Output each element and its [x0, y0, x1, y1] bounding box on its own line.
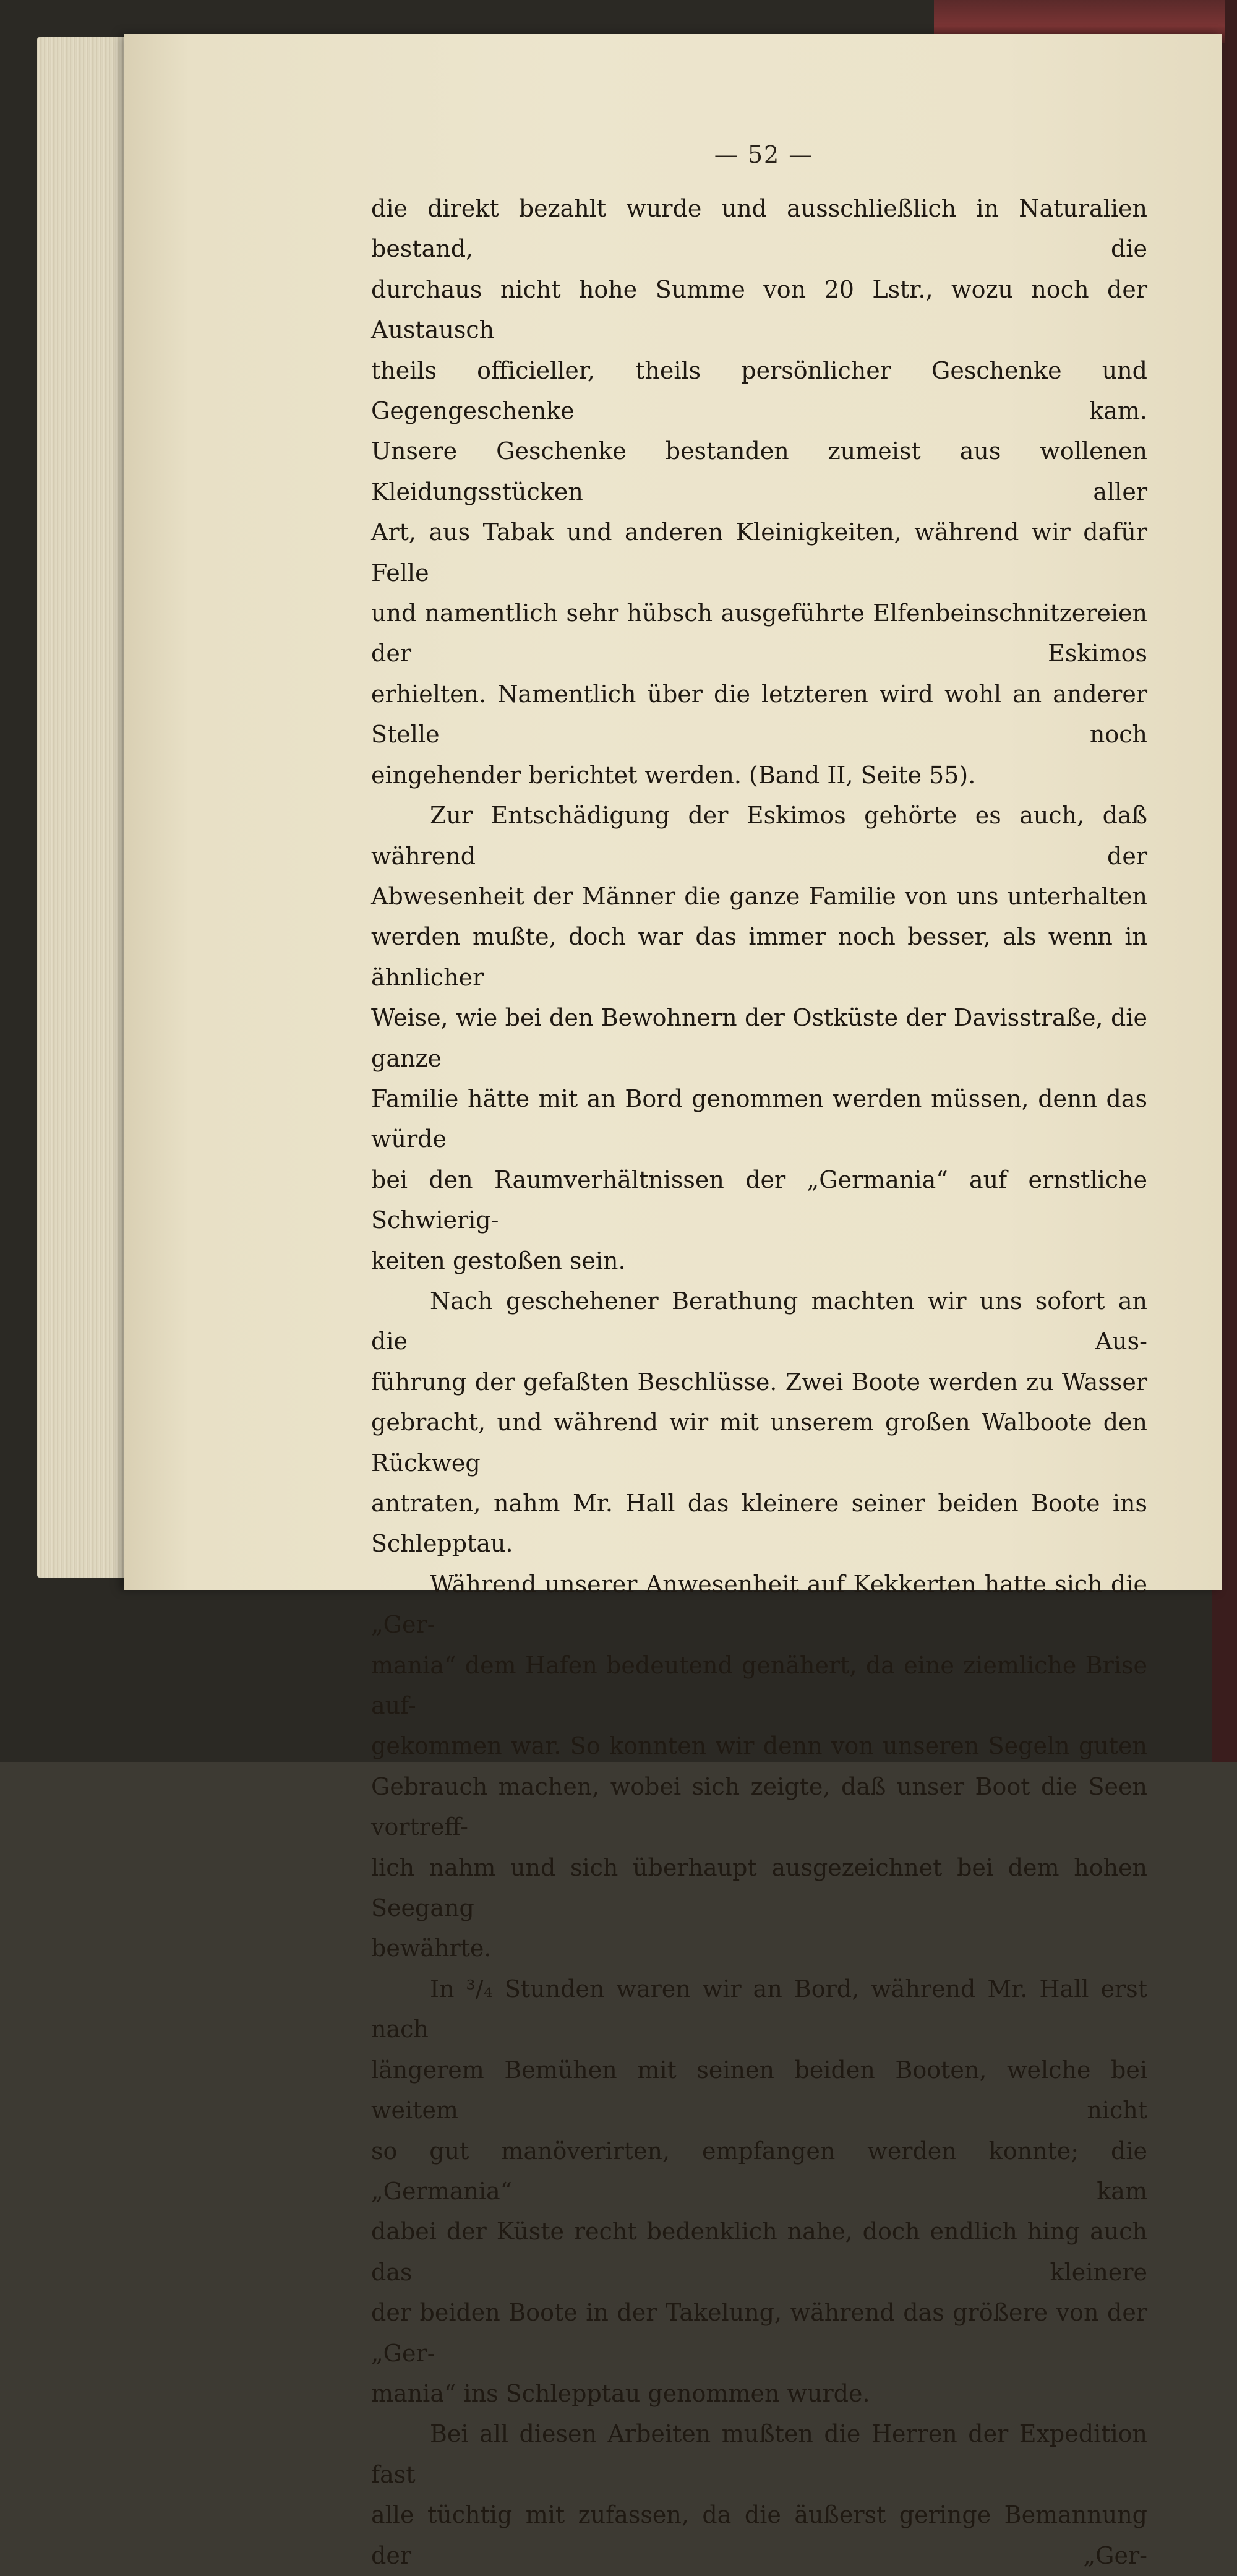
- text-line: Weise, wie bei den Bewohnern der Ostküste der Davisstraße, die ganze: [371, 1004, 1147, 1072]
- text-line: Bei all diesen Arbeiten mußten die Herren der Expedition fast: [371, 2420, 1147, 2488]
- text-line: mania“ dem Hafen bedeutend genähert, da eine ziemliche Brise auf-: [371, 1651, 1147, 1720]
- body-text: [371, 189, 1147, 2576]
- text-line: Zur Entschädigung der Eskimos gehörte es auch, daß während der: [371, 802, 1147, 870]
- text-line: die direkt bezahlt wurde und ausschließlich in Naturalien bestand, die: [371, 195, 1147, 263]
- text-line: führung der gefaßten Beschlüsse. Zwei Boote werden zu Wasser: [371, 1368, 1147, 1396]
- text-line: der beiden Boote in der Takelung, während das größere von der „Ger-: [371, 2299, 1147, 2367]
- text-line: antraten, nahm Mr. Hall das kleinere seiner beiden Boote ins: [371, 1490, 1147, 1517]
- text-line: durchaus nicht hohe Summe von 20 Lstr., wozu noch der Austausch: [371, 275, 1147, 344]
- text-line: lich nahm und sich überhaupt ausgezeichnet bei dem hohen Seegang: [371, 1853, 1147, 1922]
- text-line: und namentlich sehr hübsch ausgeführte Elfenbeinschnitzereien der Eskimos: [371, 599, 1147, 668]
- text-line: mania“ ins Schlepptau genommen wurde.: [371, 2379, 870, 2407]
- page-number: — 52 —: [714, 141, 814, 168]
- text-line: Nach geschehener Berathung machten wir uns sofort an die Aus-: [371, 1287, 1147, 1355]
- text-line: alle tüchtig mit zufassen, da die äußerst geringe Bemannung der „Ger-: [371, 2501, 1147, 2569]
- text-line: gebracht, und während wir mit unserem großen Walboote den Rückweg: [371, 1409, 1147, 1477]
- text-line: In ³/₄ Stunden waren wir an Bord, während Mr. Hall erst nach: [371, 1975, 1147, 2043]
- text-line: Art, aus Tabak und anderen Kleinigkeiten, während wir dafür Felle: [371, 518, 1147, 586]
- text-line: Unsere Geschenke bestanden zumeist aus wollenen Kleidungsstücken aller: [371, 437, 1147, 505]
- text-line: Familie hätte mit an Bord genommen werden müssen, denn das würde: [371, 1084, 1147, 1153]
- text-line: theils officieller, theils persönlicher Geschenke und Gegengeschenke kam.: [371, 356, 1147, 425]
- text-line: Abwesenheit der Männer die ganze Familie von uns unterhalten: [371, 882, 1147, 910]
- text-line: gekommen war. So konnten wir denn von unseren Segeln guten: [371, 1732, 1147, 1760]
- text-line: Schlepptau.: [371, 1530, 513, 1558]
- text-line: Während unserer Anwesenheit auf Kekkerten hatte sich die „Ger-: [371, 1570, 1147, 1639]
- text-line: bei den Raumverhältnissen der „Germania“ auf ernstliche Schwierig-: [371, 1166, 1147, 1234]
- text-line: keiten gestoßen sein.: [371, 1247, 626, 1274]
- text-line: Gebrauch machen, wobei sich zeigte, daß unser Boot die Seen vortreff-: [371, 1772, 1147, 1841]
- text-line: eingehender berichtet werden. (Band II, Seite 55).: [371, 761, 976, 789]
- text-line: längerem Bemühen mit seinen beiden Booten, welche bei weitem nicht: [371, 2056, 1147, 2124]
- text-line: werden mußte, doch war das immer noch besser, als wenn in ähnlicher: [371, 923, 1147, 991]
- text-line: so gut manöverirten, empfangen werden konnte; die „Germania“ kam: [371, 2137, 1147, 2205]
- text-line: bewährte.: [371, 1934, 492, 1962]
- text-line: erhielten. Namentlich über die letzteren wird wohl an anderer Stelle noch: [371, 680, 1147, 749]
- text-line: dabei der Küste recht bedenklich nahe, doch endlich hing auch das kleinere: [371, 2218, 1147, 2286]
